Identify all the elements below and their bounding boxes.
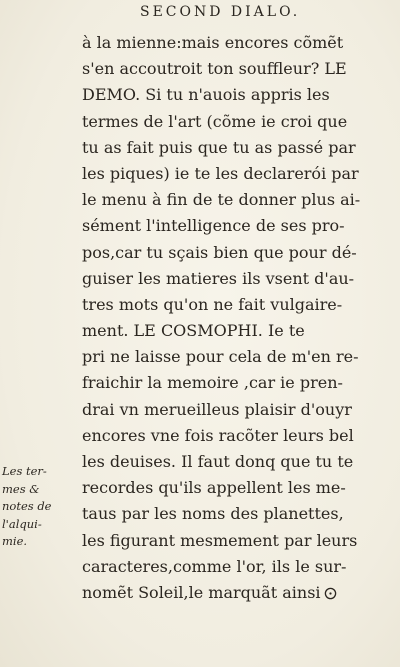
text-line: pri ne laisse pour cela de m'en re- xyxy=(82,347,359,367)
text-line: pos,car tu sçais bien que pour dé- xyxy=(82,242,357,262)
margin-note-line: mes & xyxy=(2,481,40,496)
text-line: tres mots qu'on ne fait vulgaire- xyxy=(82,294,343,314)
text-line-last xyxy=(82,580,382,606)
text-line: sément l'intelligence de ses pro- xyxy=(82,216,345,236)
text-line: recordes qu'ils appellent les me- xyxy=(82,478,346,498)
sun-symbol-icon xyxy=(324,587,337,600)
margin-note-line: l'alqui- xyxy=(2,516,42,531)
text-line: à la mienne:mais encores cõmẽt xyxy=(82,33,344,52)
text-line: ment. LE COSMOPHI. Ie te xyxy=(82,321,305,341)
running-header: SECOND DIALO. xyxy=(140,4,301,20)
text-line: caracteres,comme l'or, ils le sur- xyxy=(82,556,347,576)
text-line: guiser les matieres ils vsent d'au- xyxy=(82,268,355,288)
text-line: les figurant mesmement par leurs xyxy=(82,530,358,550)
margin-note-line: Les ter- xyxy=(2,464,47,478)
text-line: les piques) ie te les declarerói par xyxy=(82,163,359,183)
marginal-note xyxy=(2,463,72,551)
text-line-last-text: nomẽt Soleil,le marquãt ainsi xyxy=(82,582,321,602)
margin-note-line: notes de xyxy=(2,499,52,513)
text-line: le menu à fin de te donner plus ai- xyxy=(82,190,361,210)
text-line: s'en accoutroit ton souffleur? LE xyxy=(82,59,347,79)
text-line: taus par les noms des planettes, xyxy=(82,504,344,524)
text-line: les deuises. Il faut donq que tu te xyxy=(82,452,354,471)
body-text xyxy=(82,30,382,606)
margin-note-line: mie. xyxy=(2,534,28,548)
text-line: termes de l'art (cõme ie croi que xyxy=(82,111,348,131)
text-line: fraichir la memoire ,car ie pren- xyxy=(82,373,343,393)
text-line: DEMO. Si tu n'auois appris les xyxy=(82,85,330,105)
text-line: encores vne fois racõter leurs bel xyxy=(82,425,354,445)
text-line: drai vn merueilleus plaisir d'ouyr xyxy=(82,399,352,419)
text-line: tu as fait puis que tu as passé par xyxy=(82,137,356,157)
